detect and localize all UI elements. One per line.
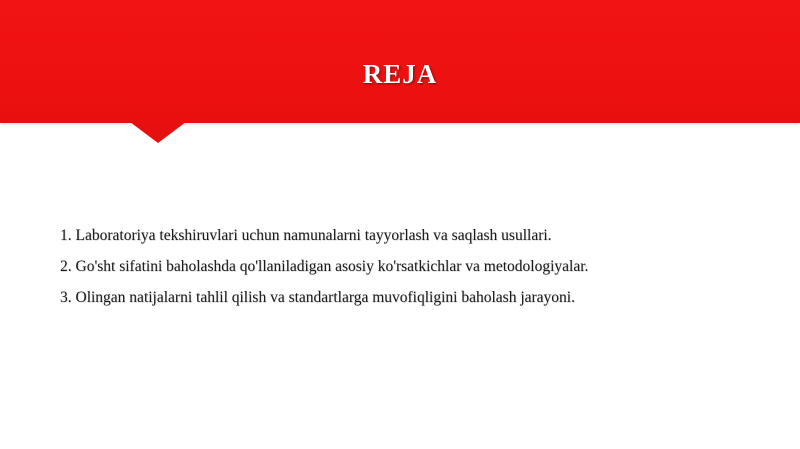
plan-list bbox=[60, 226, 760, 319]
plan-item-3: 3. Olingan natijalarni tahlil qilish va standartlarga muvofiqligini baholash jarayoni. bbox=[60, 289, 575, 306]
slide-title: REJA bbox=[362, 59, 438, 89]
plan-item-1: 1. Laboratoriya tekshiruvlari uchun namunalarni tayyorlash va saqlash usullari. bbox=[60, 227, 552, 244]
plan-item-2: 2. Go'sht sifatini baholashda qo'llaniladigan asosiy ko'rsatkichlar va metodologiyalar. bbox=[60, 258, 589, 275]
header-notch-triangle bbox=[130, 122, 186, 143]
